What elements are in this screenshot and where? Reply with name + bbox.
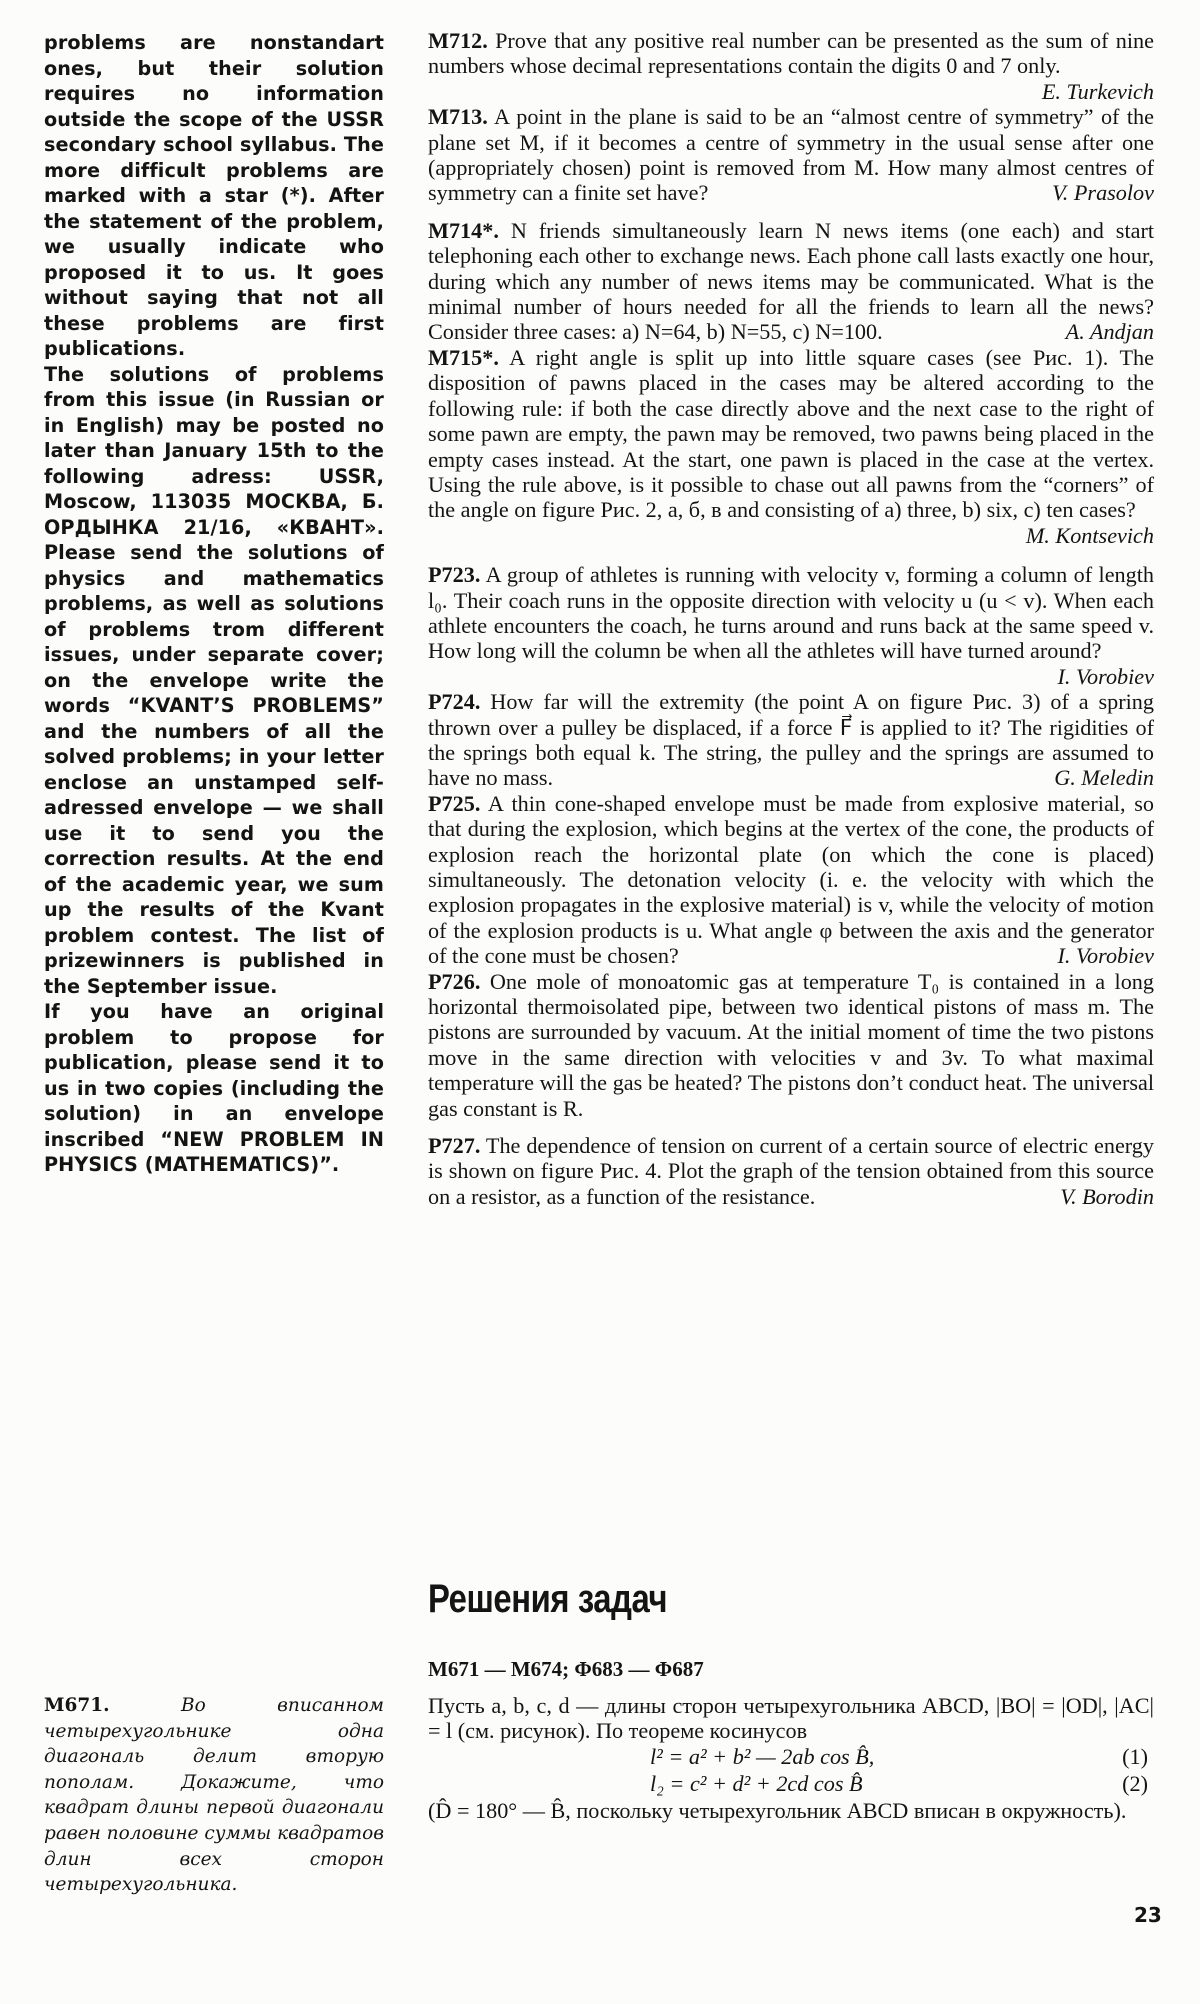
problem-m715 — [428, 345, 1154, 548]
problem-id: P726. — [428, 968, 481, 994]
problem-id: P723. — [428, 562, 481, 588]
solution-after: (D̂ = 180° — B̂, поскольку четырехугольник ABCD вписан в окружность). — [428, 1797, 1127, 1823]
problem-text: Prove that any positive real number can be presented as the sum of nine numbers whose decimal representations contain the digits 0 and 7 only. — [428, 28, 1154, 79]
problem-author: V. Borodin — [1060, 1183, 1154, 1209]
problem-text: N friends simultaneously learn N news items (one each) and start telephoning each other to exchange news. Each phone call lasts exactly one hour, during which any number of news items may be communicated. What is the minimal number of hours needed for all the friends to learn all the news? Consider three cases: a) N=64, b) N=55, c) N=100. — [428, 217, 1155, 345]
problem-m712 — [428, 28, 1154, 104]
solution-intro: Пусть a, b, c, d — длины сторон четырехугольника ABCD, |BO| = |OD|, |AC| = l (см. рисунок). По теореме косинусов — [428, 1693, 1154, 1744]
problem-p727 — [428, 1133, 1154, 1209]
problem-author: V. Prasolov — [1052, 180, 1154, 206]
problems-list — [428, 28, 1154, 1209]
problem-text: A thin cone-shaped envelope must be made from explosive material, so that during the explosion, which begins at the vertex of the cone, the products of explosion reach the horizontal plate (on which the cone is placed) simultaneously. The detonation velocity (i. e. the velocity with which the explosion propagates in the explosive material) is v, while the velocity of motion of the explosion products is u. What angle φ between the axis and the generator of the cone must be chosen? — [428, 790, 1154, 969]
solution-m671 — [428, 1693, 1154, 1823]
instructions-paragraph: problems are nonstandart ones, but their solution requires no information outside the scope of the USSR secondary school syllabus. The more difficult problems are marked with a star (*). After the statement of the problem, we usually indicate who proposed it to us. It goes without saying that not all these problems are first publications. — [44, 31, 384, 360]
problem-text: A right angle is split up into little square cases (see Рис. 1). The disposition of pawns placed in the cases may be altered according to the following rule: if both the case directly above and the next case to the right of some pawn are empty, the pawn may be removed, two pawns being placed in the empty cases instead. At the start, one pawn is placed in the case at the vertex. Using the rule above, is it possible to chase out all pawns from the “corners” of the angle on figure Рис. 2, а, б, в and consisting of a) three, b) six, c) ten cases? — [428, 344, 1154, 523]
equation-expression: l₂ = c² + d² + 2cd cos B̂ — [650, 1770, 863, 1796]
problem-p725 — [428, 791, 1154, 969]
problem-text: One mole of monoatomic gas at temperature T₀ is contained in a long horizontal thermoisolated pipe, between two identical pistons of mass m. The pistons are surrounded by vacuum. At the initial moment of time the two pistons move in the same direction with velocities v and 3v. To what maximal temperature will the gas be heated? The pistons don’t conduct heat. The universal gas constant is R. — [428, 968, 1154, 1121]
section-title: Решения задач — [428, 1577, 668, 1621]
instructions-paragraph: If you have an original problem to propose for publication, please send it to us in two copies (including the solution) in an envelope inscribed “NEW PROBLEM IN PHYSICS (MATHEMATICS)”. — [44, 1000, 384, 1176]
equation-2 — [428, 1771, 1154, 1798]
submission-instructions — [44, 30, 384, 1178]
problem-id: M712. — [428, 28, 488, 53]
problem-author: I. Vorobiev — [1057, 663, 1154, 689]
side-note-id: M671. — [44, 1695, 110, 1716]
problem-author: M. Kontsevich — [1025, 522, 1154, 548]
problem-text: How far will the extremity (the point A on figure Рис. 3) of a spring thrown over a pulley be displaced, if a force F⃗ is applied to it? The rigidities of the springs both equal k. The string, the pulley and the springs are assumed to have no mass. — [428, 689, 1154, 791]
problem-id: P725. — [428, 790, 481, 816]
problem-p724 — [428, 689, 1154, 791]
equation-expression: l² = a² + b² — 2ab cos B̂, — [650, 1743, 875, 1769]
problem-id: M714*. — [428, 217, 499, 243]
equation-number: (1) — [1122, 1743, 1148, 1769]
side-note-text: Во вписанном четырехугольнике одна диагональ делит вторую пополам. Докажите, что квадрат длины первой диагонали равен половине суммы квадратов длин всех сторон четырехугольника. — [44, 1695, 384, 1896]
equation-1 — [428, 1744, 1154, 1771]
equation-number: (2) — [1122, 1770, 1148, 1796]
problem-author: A. Andjan — [1065, 319, 1154, 345]
problem-author: I. Vorobiev — [1057, 943, 1154, 969]
problem-id: M715*. — [428, 344, 499, 370]
side-note-m671 — [44, 1693, 384, 1898]
problem-id: P727. — [428, 1133, 481, 1159]
problem-m713 — [428, 104, 1154, 206]
problem-text: A point in the plane is said to be an “almost centre of symmetry” of the plane set M, if it becomes a centre of symmetry in the usual sense after one (appropriately chosen) point is removed from M. How many almost centres of symmetry can a finite set have? — [428, 104, 1154, 206]
problem-id: P724. — [428, 689, 481, 715]
problem-m714 — [428, 218, 1154, 345]
problem-p723 — [428, 562, 1154, 689]
problem-author: G. Meledin — [1054, 765, 1154, 791]
page-number: 23 — [1134, 1903, 1162, 1927]
problem-p726 — [428, 969, 1154, 1121]
section-subtitle: M671 — M674; Φ683 — Φ687 — [428, 1657, 704, 1681]
instructions-paragraph: The solutions of problems from this issue (in Russian or in English) may be posted no later than January 15th to the following adress: USSR, Moscow, 113035 МОСКВА, Б. ОРДЫНКА 21/16, «КВАНТ». Please send the solutions of physics and mathematics problems, as well as solutions of problems trom different issues, under separate cover; on the envelope write the words “KVANT’S PROBLEMS” and the numbers of all the solved problems; in your letter enclose an unstamped self-adressed envelope — we shall use it to send you the correction results. At the end of the academic year, we sum up the results of the Kvant problem contest. The list of prizewinners is published in the September issue. — [44, 362, 384, 998]
problem-text: The dependence of tension on current of a certain source of electric energy is shown on figure Рис. 4. Plot the graph of the tension obtained from this source on a resistor, as a function of the resistance. — [428, 1133, 1154, 1209]
problem-author: E. Turkevich — [1041, 78, 1154, 104]
problem-text: A group of athletes is running with velocity v, forming a column of length l₀. Their coach runs in the opposite direction with velocity u (u < v). When each athlete encounters the coach, he turns around and runs back at the same speed v. How long will the column be when all the athletes will have turned around? — [428, 562, 1154, 664]
problem-id: M713. — [428, 104, 488, 130]
